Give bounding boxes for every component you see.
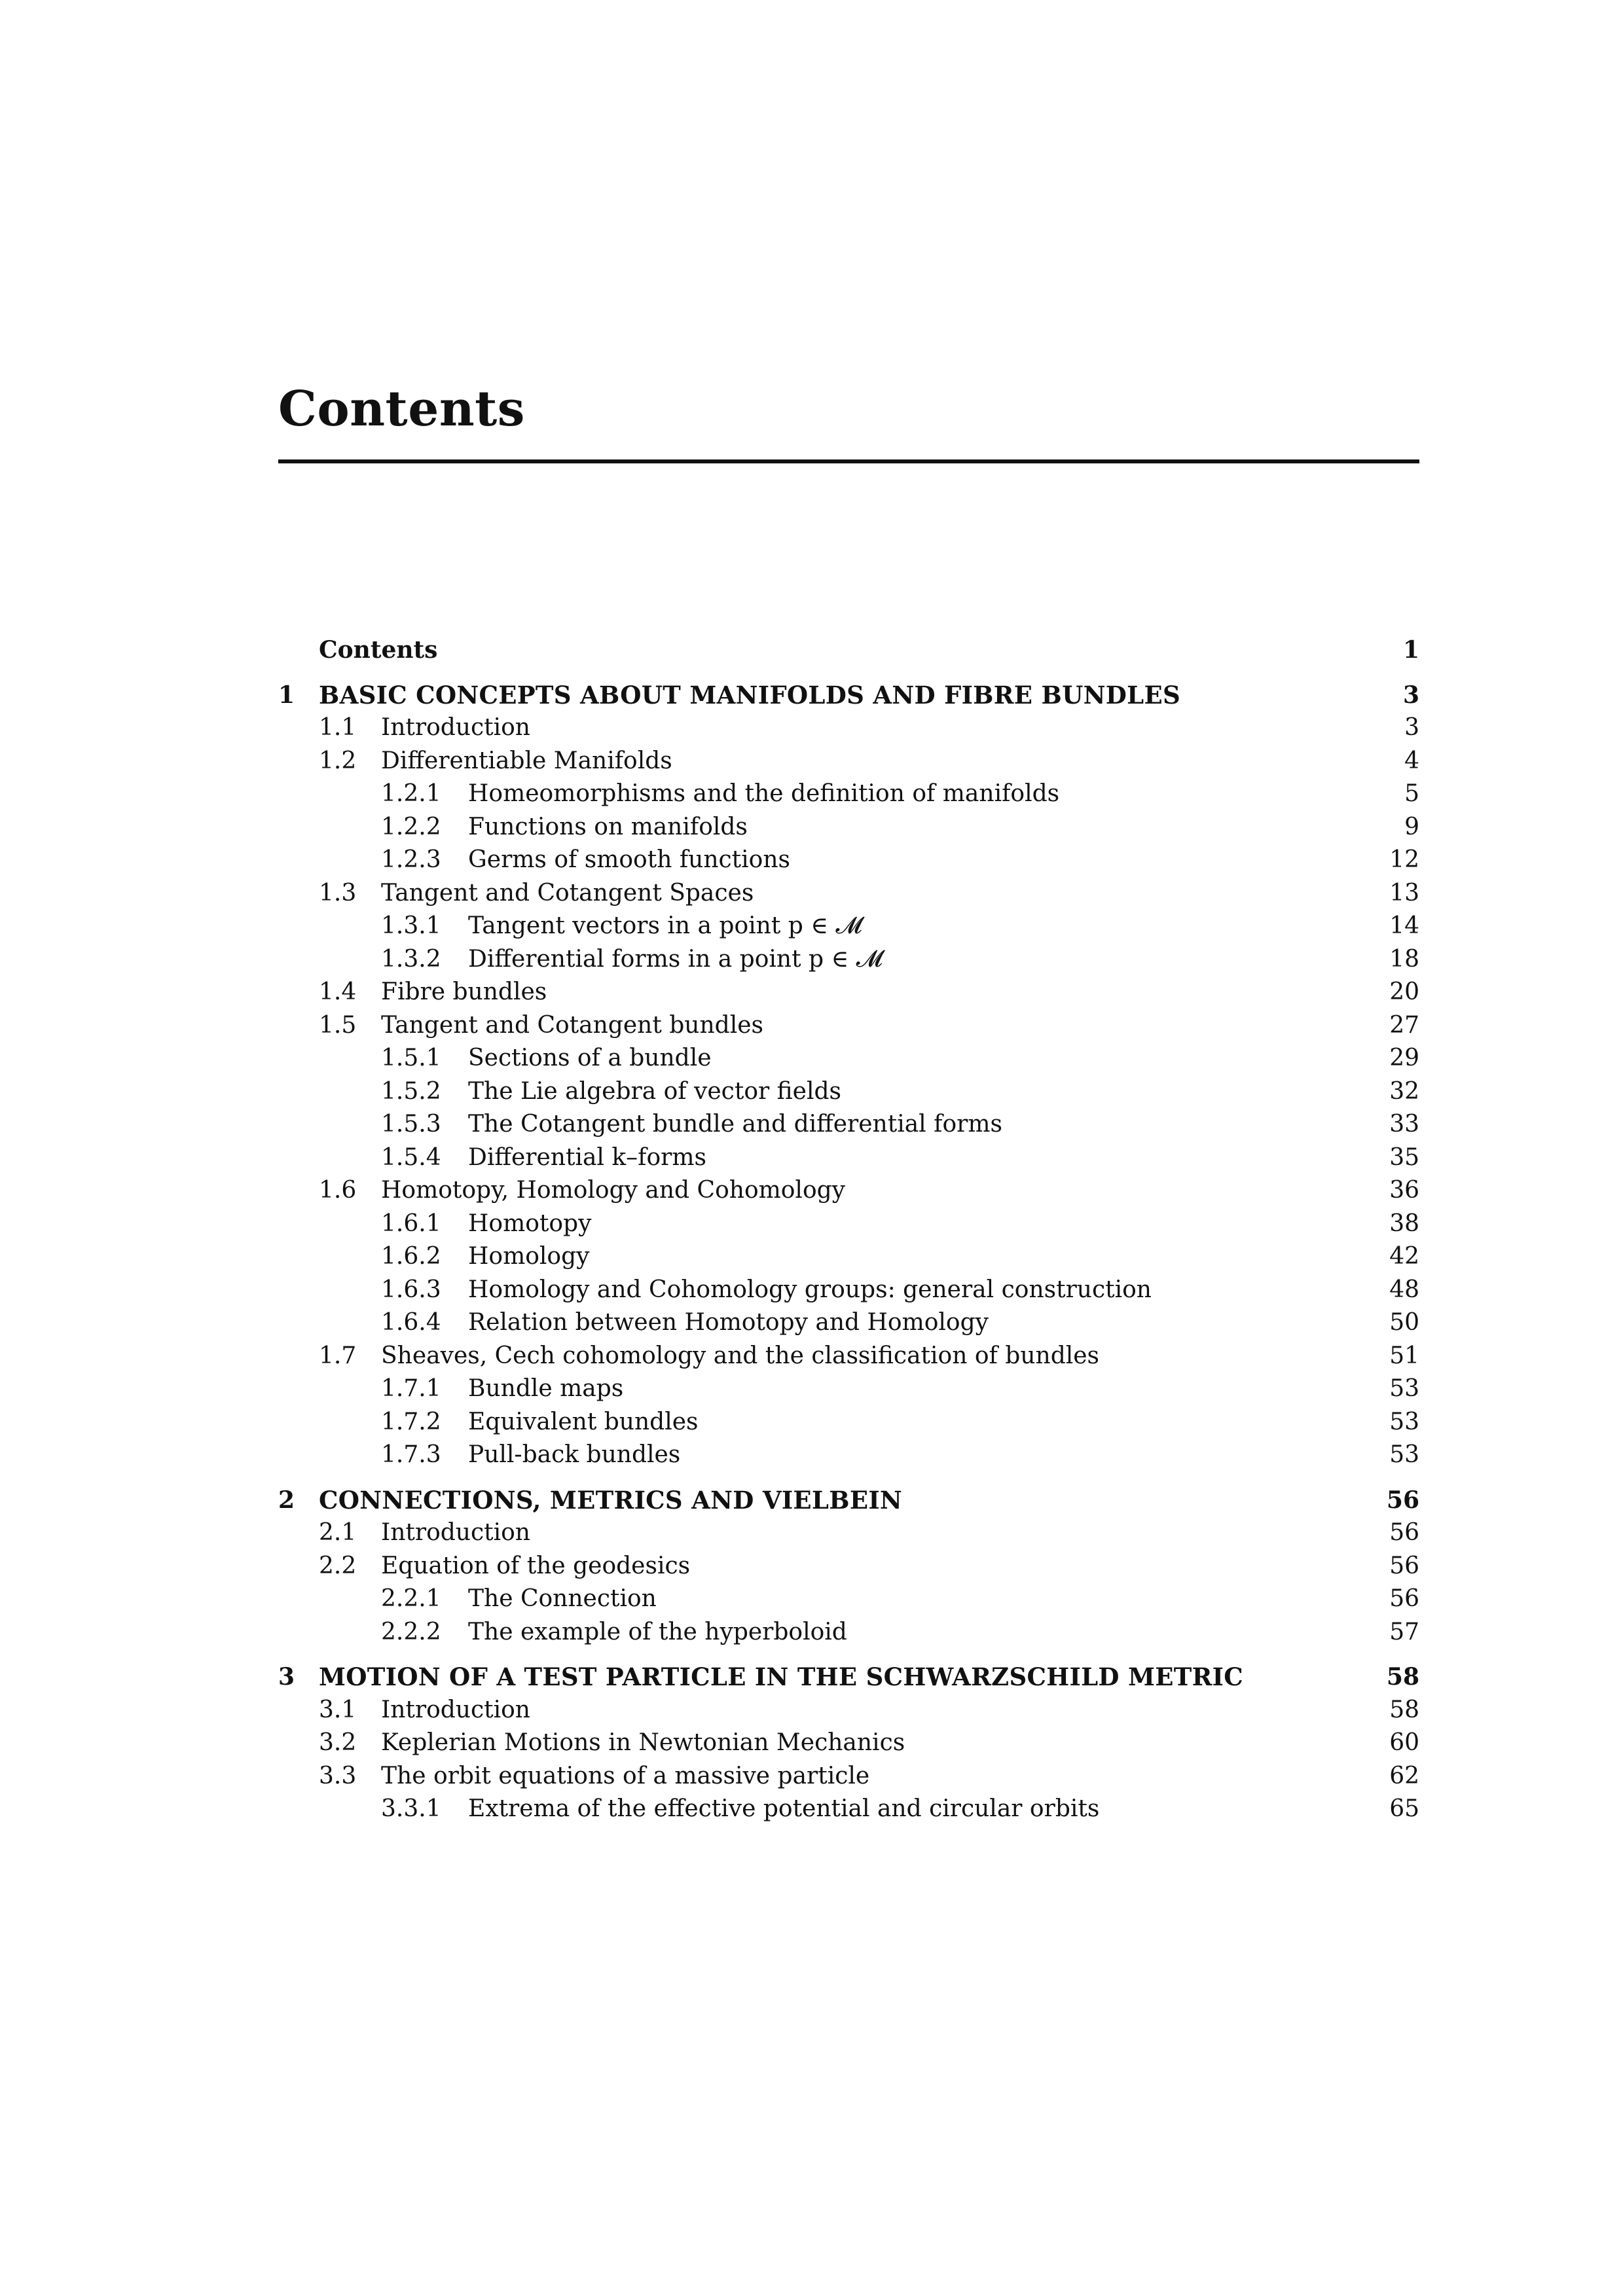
toc-entry-page: 35 [1389, 1143, 1419, 1171]
toc-entry-number: 3.2 [319, 1729, 357, 1756]
toc-entry-number: 1.4 [319, 978, 357, 1005]
toc-entry-number: 3 [278, 1663, 295, 1691]
toc-entry-title: Sheaves, Cech cohomology and the classification of bundles [381, 1342, 1100, 1369]
toc-entry-title: Equation of the geodesics [381, 1552, 691, 1579]
toc-entry-title: Pull-back bundles [468, 1441, 681, 1468]
toc-entry-page: 18 [1389, 945, 1419, 973]
toc-entry-page: 56 [1389, 1552, 1419, 1579]
toc-entry-page: 38 [1389, 1210, 1419, 1237]
toc-entry-page: 12 [1389, 846, 1419, 873]
toc-entry-page: 56 [1389, 1585, 1419, 1612]
toc-subsection-entry[interactable] [278, 1372, 1419, 1406]
toc-entry-title: Bundle maps [468, 1375, 624, 1402]
toc-entry-page: 58 [1389, 1696, 1419, 1723]
toc-entry-title: Tangent and Cotangent bundles [381, 1011, 763, 1039]
toc-entry-number: 2.2 [319, 1552, 357, 1579]
toc-subsection-entry[interactable] [278, 844, 1419, 877]
toc-entry-page: 14 [1389, 912, 1419, 939]
toc-entry-number: 1.5 [319, 1011, 357, 1039]
toc-subsection-entry[interactable] [278, 1075, 1419, 1109]
toc-entry-page: 4 [1404, 747, 1419, 774]
toc-section-entry[interactable] [278, 1516, 1419, 1550]
toc-entry-number: 1.6 [319, 1177, 357, 1204]
toc-section-entry[interactable] [278, 711, 1419, 745]
toc-entry-page: 50 [1389, 1309, 1419, 1336]
toc-entry-number: 1.2.3 [381, 846, 441, 873]
toc-entry-title: Homology and Cohomology groups: general construction [468, 1276, 1152, 1303]
toc-subsection-entry[interactable] [278, 1208, 1419, 1241]
toc-entry-page: 56 [1386, 1486, 1419, 1514]
toc-entry-page: 5 [1404, 780, 1419, 807]
toc-entry-number: 2.1 [319, 1519, 357, 1546]
toc-entry-title: The example of the hyperboloid [468, 1618, 847, 1645]
toc-entry-page: 13 [1389, 879, 1419, 906]
toc-entry-title: The Connection [468, 1585, 657, 1612]
toc-chapter-entry[interactable] [278, 679, 1419, 712]
toc-entry-title: Functions on manifolds [468, 813, 748, 840]
toc-subsection-entry[interactable] [278, 1306, 1419, 1340]
toc-section-entry[interactable] [278, 1340, 1419, 1373]
toc-entry-number: 1 [278, 681, 295, 709]
toc-entry-number: 1.7.1 [381, 1375, 441, 1402]
toc-entry-title: Relation between Homotopy and Homology [468, 1309, 989, 1336]
toc-entry-number: 1.6.2 [381, 1243, 441, 1270]
toc-subsection-entry[interactable] [278, 1616, 1419, 1649]
toc-entry-title: Keplerian Motions in Newtonian Mechanics [381, 1729, 905, 1756]
toc-section-entry[interactable] [278, 877, 1419, 910]
toc-section-entry[interactable] [278, 1550, 1419, 1583]
toc-chapter-entry[interactable] [278, 1484, 1419, 1517]
toc-entry-page: 42 [1389, 1243, 1419, 1270]
toc-entry-page: 27 [1389, 1011, 1419, 1039]
toc-entry-number: 1.5.3 [381, 1111, 441, 1138]
toc-entry-page: 9 [1404, 813, 1419, 840]
toc-entry-title: Homotopy [468, 1210, 592, 1237]
toc-subsection-entry[interactable] [278, 1141, 1419, 1175]
toc-entry-page: 65 [1389, 1795, 1419, 1822]
toc-entry-page: 3 [1404, 714, 1419, 741]
toc-entry-number: 1.7.2 [381, 1408, 441, 1435]
toc-entry-title: Tangent vectors in a point p ∈ 𝓜 [468, 912, 862, 939]
toc-subsection-entry[interactable] [278, 1793, 1419, 1826]
toc-entry-page: 32 [1389, 1077, 1419, 1105]
toc-subsection-entry[interactable] [278, 811, 1419, 844]
toc-entry-number: 1.7.3 [381, 1441, 441, 1468]
toc-entry-title: The Lie algebra of vector fields [468, 1077, 841, 1105]
toc-entry-title: CONNECTIONS, METRICS AND VIELBEIN [319, 1485, 903, 1515]
toc-subsection-entry[interactable] [278, 1108, 1419, 1141]
toc-entry-title: Contents [319, 636, 438, 664]
toc-subsection-entry[interactable] [278, 1583, 1419, 1616]
toc-entry-number: 1.6.1 [381, 1210, 441, 1237]
toc-subsection-entry[interactable] [278, 1406, 1419, 1439]
toc-entry-page: 53 [1389, 1408, 1419, 1435]
toc-entry-page: 60 [1389, 1729, 1419, 1756]
toc-section-entry[interactable] [278, 1174, 1419, 1208]
toc-entry-page: 53 [1389, 1441, 1419, 1468]
toc-entry-page: 53 [1389, 1375, 1419, 1402]
toc-entry-page: 36 [1389, 1177, 1419, 1204]
toc-subsection-entry[interactable] [278, 1274, 1419, 1307]
toc-subsection-entry[interactable] [278, 943, 1419, 977]
toc-entry-page: 1 [1402, 636, 1419, 664]
toc-entry-number: 1.2 [319, 747, 357, 774]
toc-entry-number: 1.5.1 [381, 1045, 441, 1071]
toc-entry-number: 1.3 [319, 879, 357, 906]
toc-entry-page: 3 [1402, 681, 1419, 709]
toc-entry-number: 2.2.2 [381, 1618, 441, 1645]
toc-entry-page: 56 [1389, 1519, 1419, 1546]
toc-entry-title: The orbit equations of a massive particle [381, 1762, 870, 1789]
toc-entry-number: 1.3.2 [381, 945, 441, 973]
toc-chapter-entry[interactable] [278, 1660, 1419, 1694]
toc-entry-number: 1.6.4 [381, 1309, 441, 1336]
toc-section-entry[interactable] [278, 1760, 1419, 1793]
toc-entry-title: BASIC CONCEPTS ABOUT MANIFOLDS AND FIBRE BUNDLES [319, 680, 1180, 709]
toc-section-entry[interactable] [278, 1009, 1419, 1043]
table-of-contents [278, 634, 1419, 1826]
toc-entry-number: 1.7 [319, 1342, 357, 1369]
toc-section-entry[interactable] [278, 1694, 1419, 1727]
toc-entry-number: 3.1 [319, 1696, 357, 1723]
toc-entry-title: Homotopy, Homology and Cohomology [381, 1177, 845, 1204]
toc-entry-number: 2.2.1 [381, 1585, 441, 1612]
toc-entry-title: Fibre bundles [381, 978, 547, 1005]
toc-section-entry[interactable] [278, 745, 1419, 778]
toc-subsection-entry[interactable] [278, 1439, 1419, 1472]
toc-entry-page: 57 [1389, 1618, 1419, 1645]
toc-entry-title: The Cotangent bundle and differential forms [468, 1111, 1002, 1138]
toc-entry-title: Sections of a bundle [468, 1045, 712, 1071]
toc-entry-title: Tangent and Cotangent Spaces [381, 879, 754, 906]
toc-entry-page: 29 [1389, 1045, 1419, 1071]
toc-entry-number: 3.3 [319, 1762, 357, 1789]
toc-entry-title: Introduction [381, 714, 530, 741]
toc-entry-title: Differential k–forms [468, 1143, 706, 1171]
toc-entry-page: 20 [1389, 978, 1419, 1005]
toc-entry-number: 1.5.4 [381, 1143, 441, 1171]
toc-subsection-entry[interactable] [278, 910, 1419, 943]
toc-entry-page: 58 [1386, 1663, 1419, 1691]
toc-entry-title: Homology [468, 1243, 590, 1270]
toc-subsection-entry[interactable] [278, 1042, 1419, 1075]
title-rule [278, 459, 1419, 463]
toc-contents-entry[interactable] [278, 634, 1419, 667]
toc-entry-number: 1.3.1 [381, 912, 441, 939]
page-title: Contents [278, 381, 525, 437]
toc-entry-page: 33 [1389, 1111, 1419, 1138]
toc-entry-number: 3.3.1 [381, 1795, 441, 1822]
toc-entry-number: 1.2.1 [381, 780, 441, 807]
toc-entry-page: 51 [1389, 1342, 1419, 1369]
toc-entry-number: 1.2.2 [381, 813, 441, 840]
toc-section-entry[interactable] [278, 1727, 1419, 1760]
toc-entry-title: Germs of smooth functions [468, 846, 790, 873]
toc-entry-number: 2 [278, 1486, 295, 1514]
toc-entry-number: 1.6.3 [381, 1276, 441, 1303]
toc-subsection-entry[interactable] [278, 1240, 1419, 1274]
toc-entry-title: MOTION OF A TEST PARTICLE IN THE SCHWARZSCHILD METRIC [319, 1662, 1243, 1691]
toc-entry-number: 1.1 [319, 714, 357, 741]
toc-entry-title: Equivalent bundles [468, 1408, 699, 1435]
toc-entry-title: Extrema of the effective potential and circular orbits [468, 1795, 1100, 1822]
toc-entry-title: Introduction [381, 1696, 530, 1723]
toc-subsection-entry[interactable] [278, 778, 1419, 811]
toc-entry-page: 62 [1389, 1762, 1419, 1789]
toc-entry-title: Introduction [381, 1519, 530, 1546]
toc-entry-title: Differential forms in a point p ∈ 𝓜 [468, 945, 883, 973]
toc-entry-title: Homeomorphisms and the definition of manifolds [468, 780, 1060, 807]
toc-entry-page: 48 [1389, 1276, 1419, 1303]
toc-entry-number: 1.5.2 [381, 1077, 441, 1105]
toc-entry-title: Differentiable Manifolds [381, 747, 672, 774]
toc-section-entry[interactable] [278, 976, 1419, 1009]
